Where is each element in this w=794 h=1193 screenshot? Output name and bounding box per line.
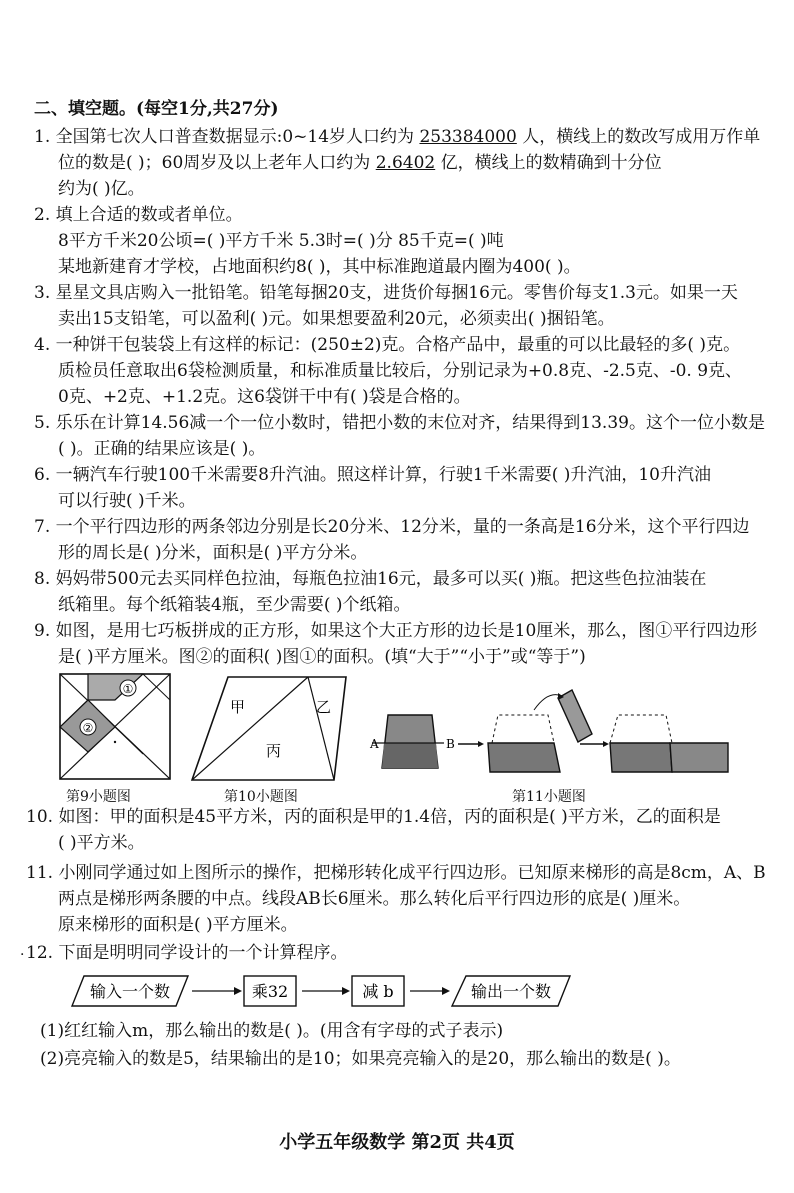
section-title: 二、填空题。(每空1分,共27分) xyxy=(34,99,279,119)
label-B: B xyxy=(446,737,455,751)
q11-line1: 11. 小刚同学通过如上图所示的操作，把梯形转化成平行四边形。已知原来梯形的高是8cm，A、B xyxy=(26,863,766,883)
circle-1-label: ① xyxy=(122,682,134,696)
q6-line1: 6. 一辆汽车行驶100千米需要8升汽油。照这样计算，行驶1千米需要( )升汽油，10升汽油 xyxy=(34,465,712,485)
q8-line2: 纸箱里。每个纸箱装4瓶，至少需要( )个纸箱。 xyxy=(58,595,411,615)
q1-line1 xyxy=(34,126,760,148)
figure-10-caption: 第10小题图 xyxy=(224,789,298,805)
q4-line3: 0克、+2克、+1.2克。这6袋饼干中有( )袋是合格的。 xyxy=(58,387,471,407)
figure-11-caption: 第11小题图 xyxy=(512,789,586,805)
q3-line2: 卖出15支铅笔，可以盈利( )元。如果想要盈利20元，必须卖出( )捆铅笔。 xyxy=(58,309,615,329)
q1-text-c: 位的数是( )；60周岁及以上老年人口约为 xyxy=(58,153,376,173)
q8-line1: 8. 妈妈带500元去买同样色拉油，每瓶色拉油16元，最多可以买( )瓶。把这些色拉油装在 xyxy=(34,569,707,589)
figure-11-trapezoid xyxy=(366,680,734,780)
q12-part1: (1)红红输入m，那么输出的数是( )。(用含有字母的式子表示) xyxy=(40,1021,504,1041)
q2-line1: 2. 填上合适的数或者单位。 xyxy=(34,205,243,225)
figure-10-parallelogram xyxy=(190,674,350,784)
q5-line1: 5. 乐乐在计算14.56减一个一位小数时，错把小数的末位对齐，结果得到13.39。这个一位小数是 xyxy=(34,413,765,433)
q4-line2: 质检员任意取出6袋检测质量，和标准质量比较后，分别记录为+0.8克、-2.5克、-0. 9克、 xyxy=(58,361,743,381)
q12-part2: (2)亮亮输入的数是5，结果输出的是10；如果亮亮输入的是20，那么输出的数是( )。 xyxy=(40,1049,681,1069)
margin-dot: · xyxy=(20,947,25,963)
q1-line3: 约为( )亿。 xyxy=(58,179,145,199)
q10-line1: 10. 如图：甲的面积是45平方米，丙的面积是甲的1.4倍，丙的面积是( )平方米，乙的面积是 xyxy=(26,807,721,827)
q1-underlined-population: 253384000 xyxy=(419,127,517,147)
q5-line2: ( )。正确的结果应该是( )。 xyxy=(58,439,266,459)
q11-line3: 原来梯形的面积是( )平方厘米。 xyxy=(58,915,298,935)
q1-underlined-elderly: 2.6402 xyxy=(375,153,436,173)
q12-flowchart xyxy=(70,972,630,1012)
label-yi: 乙 xyxy=(316,698,332,716)
q6-line2: 可以行驶( )千米。 xyxy=(58,491,196,511)
label-bing: 丙 xyxy=(266,742,282,760)
q1-text-a: 1. 全国第七次人口普查数据显示:0~14岁人口约为 xyxy=(34,127,420,147)
q9-line1: 9. 如图，是用七巧板拼成的正方形，如果这个大正方形的边长是10厘米，那么，图①平行四边形 xyxy=(34,621,758,641)
label-A: A xyxy=(370,737,379,751)
q11-line2: 两点是梯形两条腰的中点。线段AB长6厘米。那么转化后平行四边形的底是( )厘米。 xyxy=(58,889,691,909)
q4-line1: 4. 一种饼干包装袋上有这样的标记：(250±2)克。合格产品中，最重的可以比最轻的多( )克。 xyxy=(34,335,741,355)
q7-line2: 形的周长是( )分米，面积是( )平方分米。 xyxy=(58,543,368,563)
flow-subtract-label: 减 b xyxy=(362,982,394,1001)
figure-9-tangram xyxy=(58,672,173,782)
q1-line2 xyxy=(58,152,662,174)
circle-2-label: ② xyxy=(82,721,94,735)
flow-input-label: 输入一个数 xyxy=(89,982,171,1001)
flow-multiply-label: 乘32 xyxy=(251,982,289,1001)
q2-line2: 8平方千米20公顷=( )平方千米 5.3时=( )分 85千克=( )吨 xyxy=(58,231,504,251)
page-footer: 小学五年级数学 第2页 共4页 xyxy=(279,1132,515,1153)
q10-line2: ( )平方米。 xyxy=(58,833,145,853)
q12-line1: 12. 下面是明明同学设计的一个计算程序。 xyxy=(26,943,348,963)
q9-line2: 是( )平方厘米。图②的面积( )图①的面积。(填“大于”“小于”或“等于”) xyxy=(58,647,586,667)
q1-text-b: 人，横线上的数改写成用万作单 xyxy=(516,127,761,147)
q7-line1: 7. 一个平行四边形的两条邻边分别是长20分米、12分米，量的一条高是16分米，这个平行四边 xyxy=(34,517,750,537)
flow-output-label: 输出一个数 xyxy=(470,982,552,1001)
label-jia: 甲 xyxy=(230,698,246,716)
q1-text-d: 亿，横线上的数精确到十分位 xyxy=(435,153,662,173)
figure-9-caption: 第9小题图 xyxy=(66,789,131,805)
q2-line3: 某地新建育才学校，占地面积约8( )，其中标准跑道最内圈为400( )。 xyxy=(58,257,581,277)
q3-line1: 3. 星星文具店购入一批铅笔。铅笔每捆20支，进货价每捆16元。零售价每支1.3元。如果一天 xyxy=(34,283,738,303)
